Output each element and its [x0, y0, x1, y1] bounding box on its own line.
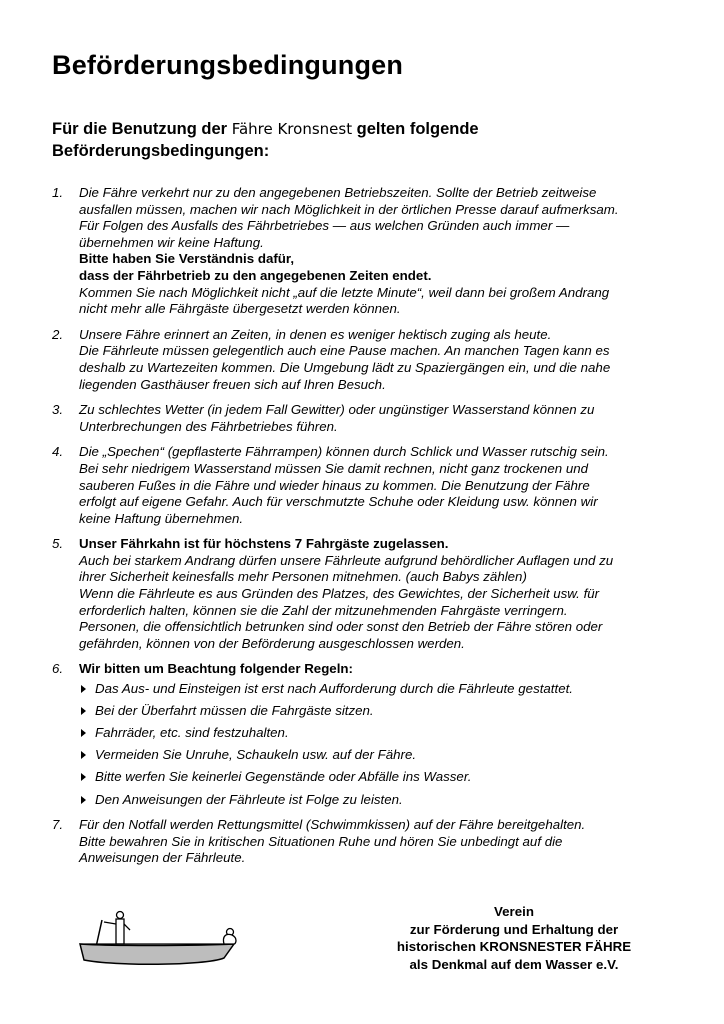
rule-text: Fahrräder, etc. sind festzuhalten. [95, 725, 289, 741]
footer-line: historischen KRONSNESTER FÄHRE [396, 939, 632, 954]
triangle-bullet-icon [81, 796, 86, 804]
item-text-line: erfolgt auf eigene Gefahr. Auch für verschmutzte Schuhe oder Kleidung usw. können wir [79, 494, 598, 510]
item-text-line: Kommen Sie nach Möglichkeit nicht „auf die letzte Minute“, weil dann bei großem Andrang [79, 284, 610, 300]
condition-item [52, 185, 692, 318]
item-text-line: Für Folgen des Ausfalls des Fährbetriebes — aus welchen Gründen auch immer — [79, 218, 570, 234]
condition-item [52, 661, 692, 808]
page-title: Beförderungsbedingungen [52, 50, 404, 80]
rule-item [79, 769, 692, 786]
footer-line: Verein [494, 904, 534, 919]
item-text-line: ausfallen müssen, machen wir nach Möglichkeit in der örtlichen Presse darauf aufmerksam. [79, 201, 619, 217]
item-text-line: nicht mehr alle Fährgäste übergesetzt werden können. [79, 301, 401, 317]
item-text-line: Die „Spechen“ (gepflasterte Fährrampen) können durch Schlick und Wasser rutschig sein. [79, 444, 609, 460]
intro-heading [52, 118, 692, 162]
item-number: 6. [52, 661, 64, 677]
footer-line: als Denkmal auf dem Wasser e.V. [409, 956, 619, 972]
rule-item [79, 792, 692, 809]
item-text-line: erforderlich halten, können sie die Zahl der mitzunehmenden Fahrgäste verringern. [79, 602, 568, 618]
ferry-name: Fähre Kronsnest [231, 120, 353, 138]
rule-text: Vermeiden Sie Unruhe, Schaukeln usw. auf der Fähre. [95, 747, 417, 763]
item-text-line: Für den Notfall werden Rettungsmittel (Schwimmkissen) auf der Fähre bereitgehalten. [79, 817, 586, 833]
rule-item [79, 725, 692, 742]
item-text-line: Wenn die Fährleute es aus Gründen des Platzes, des Gewichtes, der Sicherheit usw. für [79, 586, 600, 602]
rule-item [79, 747, 692, 764]
intro-post: gelten folgende [356, 120, 479, 138]
item-number: 5. [52, 536, 64, 552]
item-text-line: liegenden Gasthäuser freuen sich auf Ihren Besuch. [79, 376, 386, 392]
rule-text: Das Aus- und Einsteigen ist erst nach Aufforderung durch die Fährleute gestattet. [95, 681, 573, 697]
rules-list [79, 681, 692, 808]
rule-item [79, 681, 692, 698]
triangle-bullet-icon [81, 751, 86, 759]
item-text-line: übernehmen wir keine Haftung. [79, 234, 264, 250]
triangle-bullet-icon [81, 685, 86, 693]
condition-item [52, 536, 692, 652]
item-text-line: Unsere Fähre erinnert an Zeiten, in denen es weniger hektisch zuging als heute. [79, 326, 552, 342]
ferry-boat-with-ferryman-icon [74, 906, 244, 970]
conditions-list [52, 185, 692, 876]
condition-item [52, 327, 692, 393]
item-text-line: Bei sehr niedrigem Wasserstand müssen Sie damit rechnen, nicht ganz trockenen und [79, 460, 589, 476]
condition-item [52, 402, 692, 435]
item-bold-line: Wir bitten um Beachtung folgender Regeln: [79, 661, 353, 677]
triangle-bullet-icon [81, 707, 86, 715]
item-text-line: Personen, die offensichtlich betrunken sind oder sonst den Betrieb der Fähre stören oder [79, 619, 603, 635]
item-text-line: Anweisungen der Fährleute. [79, 850, 246, 866]
item-text-line: Die Fähre verkehrt nur zu den angegebenen Betriebszeiten. Sollte der Betrieb zeitweise [79, 185, 597, 200]
item-text-line: Die Fährleute müssen gelegentlich auch eine Pause machen. An manchen Tagen kann es [79, 343, 610, 359]
item-bold-line: Bitte haben Sie Verständnis dafür, [79, 251, 295, 267]
footer-line: zur Förderung und Erhaltung der [409, 921, 619, 937]
item-text-line: gefährden, können von der Beförderung ausgeschlossen werden. [79, 635, 465, 651]
item-bold-line: Unser Fährkahn ist für höchstens 7 Fahrgäste zugelassen. [79, 536, 449, 552]
item-text-line: Auch bei starkem Andrang dürfen unsere Fährleute aufgrund behördlicher Auflagen und zu [79, 552, 614, 568]
triangle-bullet-icon [81, 773, 86, 781]
condition-item [52, 817, 692, 867]
triangle-bullet-icon [81, 729, 86, 737]
item-number: 4. [52, 444, 64, 460]
item-text-line: keine Haftung übernehmen. [79, 510, 244, 526]
item-text-line: Bitte bewahren Sie in kritischen Situationen Ruhe und hören Sie unbedingt auf die [79, 833, 563, 849]
item-text-line: sauberen Fußes in die Fähre und wieder hinaus zu kommen. Die Benutzung der Fähre [79, 477, 590, 493]
item-bold-line: dass der Fährbetrieb zu den angegebenen Zeiten endet. [79, 267, 432, 283]
item-text-line: deshalb zu Wartezeiten kommen. Die Umgebung lädt zu Spaziergängen ein, und die nahe [79, 359, 611, 375]
item-number: 7. [52, 817, 64, 833]
rule-item [79, 703, 692, 720]
item-number: 2. [52, 326, 64, 342]
item-text-line: Zu schlechtes Wetter (in jedem Fall Gewitter) oder ungünstiger Wasserstand können zu [79, 402, 595, 418]
association-signature [380, 903, 648, 973]
rule-text: Den Anweisungen der Fährleute ist Folge zu leisten. [95, 791, 403, 807]
item-number: 3. [52, 402, 64, 418]
item-number: 1. [52, 185, 64, 200]
rule-text: Bei der Überfahrt müssen die Fahrgäste sitzen. [95, 703, 374, 719]
condition-item [52, 444, 692, 527]
rule-text: Bitte werfen Sie keinerlei Gegenstände oder Abfälle ins Wasser. [95, 769, 472, 785]
intro-line2: Beförderungsbedingungen: [52, 142, 270, 160]
item-text-line: ihrer Sicherheit keinesfalls mehr Personen mitnehmen. (auch Babys zählen) [79, 569, 527, 585]
intro-pre: Für die Benutzung der [52, 120, 228, 138]
item-text-line: Unterbrechungen des Fährbetriebes führen. [79, 418, 338, 434]
